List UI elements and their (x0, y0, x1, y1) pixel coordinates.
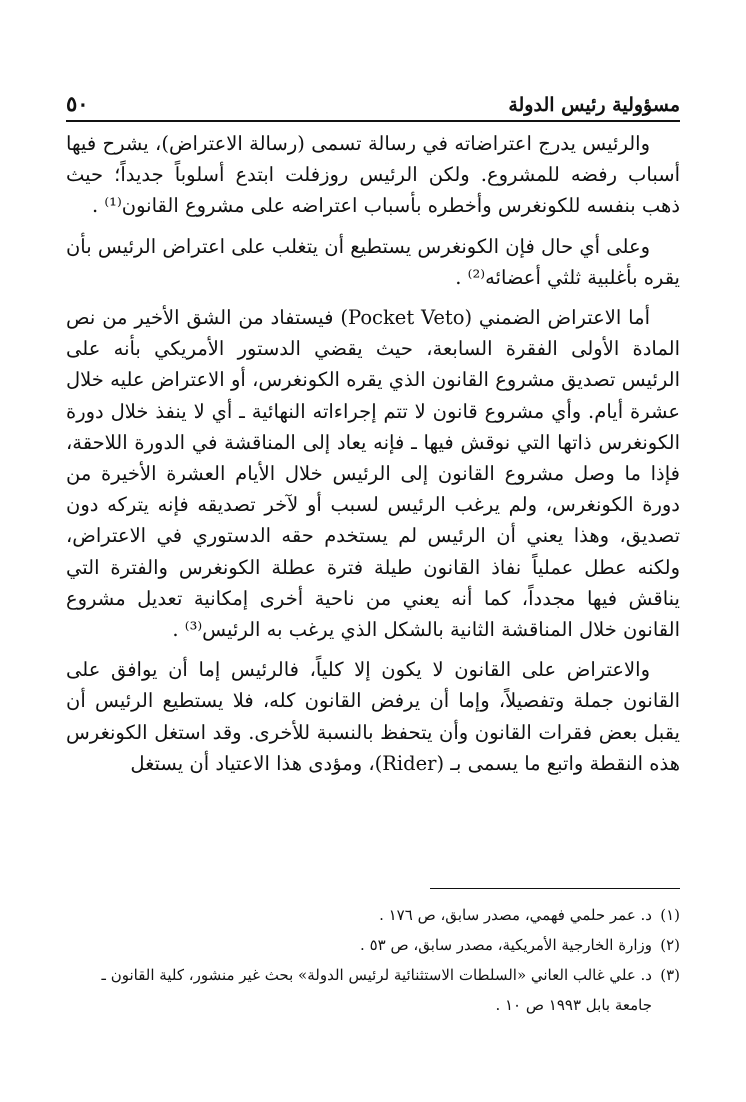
footnote-1 (66, 900, 680, 930)
running-title: مسؤولية رئيس الدولة (508, 94, 680, 116)
footnote-number: (١) (660, 906, 680, 924)
footnotes (66, 900, 680, 1020)
page-number: ٥٠ (66, 91, 89, 116)
body-text (66, 128, 680, 788)
footnote-separator (430, 888, 680, 889)
paragraph-3: أما الاعتراض الضمني (Pocket Veto) فيستفاد من الشق الأخير من نص المادة الأولى الفقرة السابعة، حيث يقضي الدستور الأمريكي بأنه على الرئيس تصديق مشروع القانون الذي يقره الكونغرس، أو الاعتراض عليه خلال عشرة أيام. وأي مشروع قانون لا تتم إجراءاته النهائية ـ أي لا ينفذ خلال دورة الكونغرس ذاتها التي نوقش فيها ـ فإنه يعاد إلى المناقشة في الدورة اللاحقة، فإذا ما وصل مشروع القانون إلى الرئيس خلال الأيام العشرة الأخيرة من دورة الكونغرس، ولم يرغب الرئيس لسبب أو لآخر تصديقه فإنه يتركه دون تصديق، وهذا يعني أن الرئيس لم يستخدم حقه الدستوري في الاعتراض، ولكنه عطل عملياً نفاذ القانون طيلة فترة عطلة الكونغرس والفترة التي يناقش فيها مجدداً، كما أنه يعني من ناحية أخرى إمكانية تعديل مشروع القانون خلال المناقشة الثانية بالشكل الذي يرغب به الرئيس⁽³⁾ . (66, 306, 680, 642)
paragraph-1: والرئيس يدرج اعتراضاته في رسالة تسمى (رسالة الاعتراض)، يشرح فيها أسباب رفضه للمشروع. ولكن الرئيس روزفلت ابتدع أسلوباً جديداً؛ حيث ذهب بنفسه للكونغرس وأخطره بأسباب اعتراضه على مشروع القانون⁽¹⁾ . (66, 132, 680, 218)
footnote-2 (66, 930, 680, 960)
page-header (66, 84, 680, 122)
paragraph-2: وعلى أي حال فإن الكونغرس يستطيع أن يتغلب على اعتراض الرئيس بأن يقره بأغلبية ثلثي أعضائه⁽²⁾ . (65, 234, 680, 289)
footnote-text: د. عمر حلمي فهمي، مصدر سابق، ص ١٧٦ . (379, 906, 652, 924)
footnote-number: (٣) (660, 966, 680, 984)
footnote-text: د. علي غالب العاني «السلطات الاستثنائية لرئيس الدولة» بحث غير منشور، كلية القانون ـ جامعة بابل ١٩٩٣ ص ١٠ . (101, 966, 652, 1014)
paragraph-4: والاعتراض على القانون لا يكون إلا كلياً، فالرئيس إما أن يوافق على القانون جملة وتفصيلاً، وإما أن يرفض القانون كله، فلا يستطيع الرئيس أن يقبل بعض فقرات القانون وأن يتحفظ بالنسبة للأخرى. وقد استغل الكونغرس هذه النقطة واتبع ما يسمى بـ (Rider)، ومؤدى هذا الاعتياد أن يستغل (66, 658, 680, 775)
footnote-3 (66, 960, 680, 1020)
footnote-number: (٢) (660, 936, 680, 954)
footnote-text: وزارة الخارجية الأمريكية، مصدر سابق، ص ٥٣ . (360, 936, 652, 954)
